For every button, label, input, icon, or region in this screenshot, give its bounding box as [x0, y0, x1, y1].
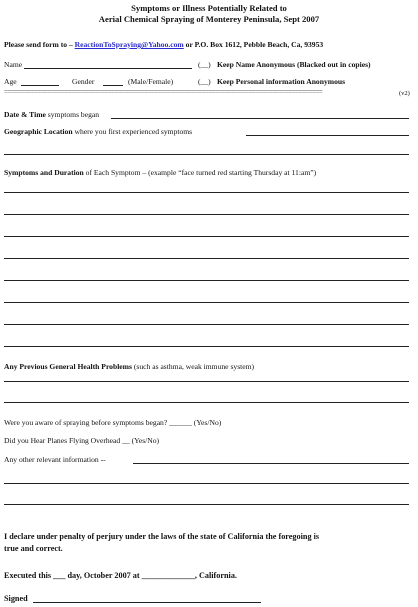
signed-label: Signed — [4, 594, 28, 603]
age-label: Age — [4, 77, 17, 86]
other-info-line[interactable] — [4, 483, 409, 484]
health-problems-label — [4, 362, 254, 371]
hear-planes-question[interactable]: Did you Hear Planes Flying Overhead __ (Yes/No) — [4, 436, 160, 445]
aware-spraying-question[interactable]: Were you aware of spraying before symptoms began? ______ (Yes/No) — [4, 418, 222, 427]
version-label: (v2) — [399, 90, 410, 97]
anonymous-name-checkbox[interactable]: (__) — [198, 60, 211, 69]
health-problems-line[interactable] — [4, 381, 409, 382]
symptoms-line[interactable] — [4, 192, 409, 193]
age-field[interactable] — [21, 85, 59, 86]
symptoms-rest: of Each Symptom – (example “face turned red starting Thursday at 11:am”) — [83, 168, 317, 177]
signature-field[interactable] — [33, 602, 261, 603]
geo-location-field[interactable] — [246, 135, 409, 136]
gender-field[interactable] — [103, 85, 123, 86]
health-problems-rest: (such as asthma, weak immune system) — [131, 362, 255, 371]
symptoms-line[interactable] — [4, 346, 409, 347]
symptoms-line[interactable] — [4, 236, 409, 237]
separator-line: =============================================================================================== — [4, 88, 323, 96]
health-problems-line[interactable] — [4, 402, 409, 403]
date-time-bold: Date & Time — [4, 110, 46, 119]
other-info-field[interactable] — [133, 463, 409, 464]
declaration-line-2: true and correct. — [4, 544, 63, 553]
geo-location-rest: where you first experienced symptoms — [72, 127, 193, 136]
executed-line[interactable]: Executed this ___ day, October 2007 at _____________, California. — [4, 571, 237, 580]
symptoms-line[interactable] — [4, 324, 409, 325]
declaration-line-1: I declare under penalty of perjury under the laws of the state of California the foregoing is — [4, 532, 320, 541]
symptoms-line[interactable] — [4, 280, 409, 281]
anonymous-name-label: Keep Name Anonymous (Blacked out in copies) — [217, 60, 371, 69]
form-title-line-1: Symptoms or Illness Potentially Related to — [131, 3, 287, 13]
symptoms-line[interactable] — [4, 258, 409, 259]
geo-location-field-2[interactable] — [4, 154, 409, 155]
symptoms-label — [4, 168, 316, 177]
email-link[interactable]: ReactionToSpraying@Yahoo.com — [74, 40, 184, 49]
health-problems-bold: Any Previous General Health Problems — [4, 362, 132, 371]
gender-label: Gender — [72, 77, 95, 86]
other-info-label: Any other relevant information -- — [4, 455, 106, 464]
anonymous-info-checkbox[interactable]: (__) — [198, 77, 211, 86]
gender-hint: (Male/Female) — [128, 77, 174, 86]
send-prefix: Please send form to – — [4, 40, 75, 49]
name-label: Name — [4, 60, 23, 69]
date-time-field[interactable] — [111, 118, 409, 119]
form-title-line-2: Aerial Chemical Spraying of Monterey Peninsula, Sept 2007 — [98, 14, 320, 24]
date-time-rest: symptoms began — [45, 110, 100, 119]
symptoms-line[interactable] — [4, 302, 409, 303]
other-info-line[interactable] — [4, 504, 409, 505]
send-instructions — [4, 40, 323, 49]
geo-location-label — [4, 127, 192, 136]
geo-location-bold: Geographic Location — [4, 127, 73, 136]
anonymous-info-label: Keep Personal information Anonymous — [217, 77, 346, 86]
symptoms-bold: Symptoms and Duration — [4, 168, 84, 177]
symptoms-line[interactable] — [4, 214, 409, 215]
date-time-label — [4, 110, 99, 119]
send-suffix: or P.O. Box 1612, Pebble Beach, Ca, 93953 — [183, 40, 324, 49]
name-field[interactable] — [24, 68, 192, 69]
